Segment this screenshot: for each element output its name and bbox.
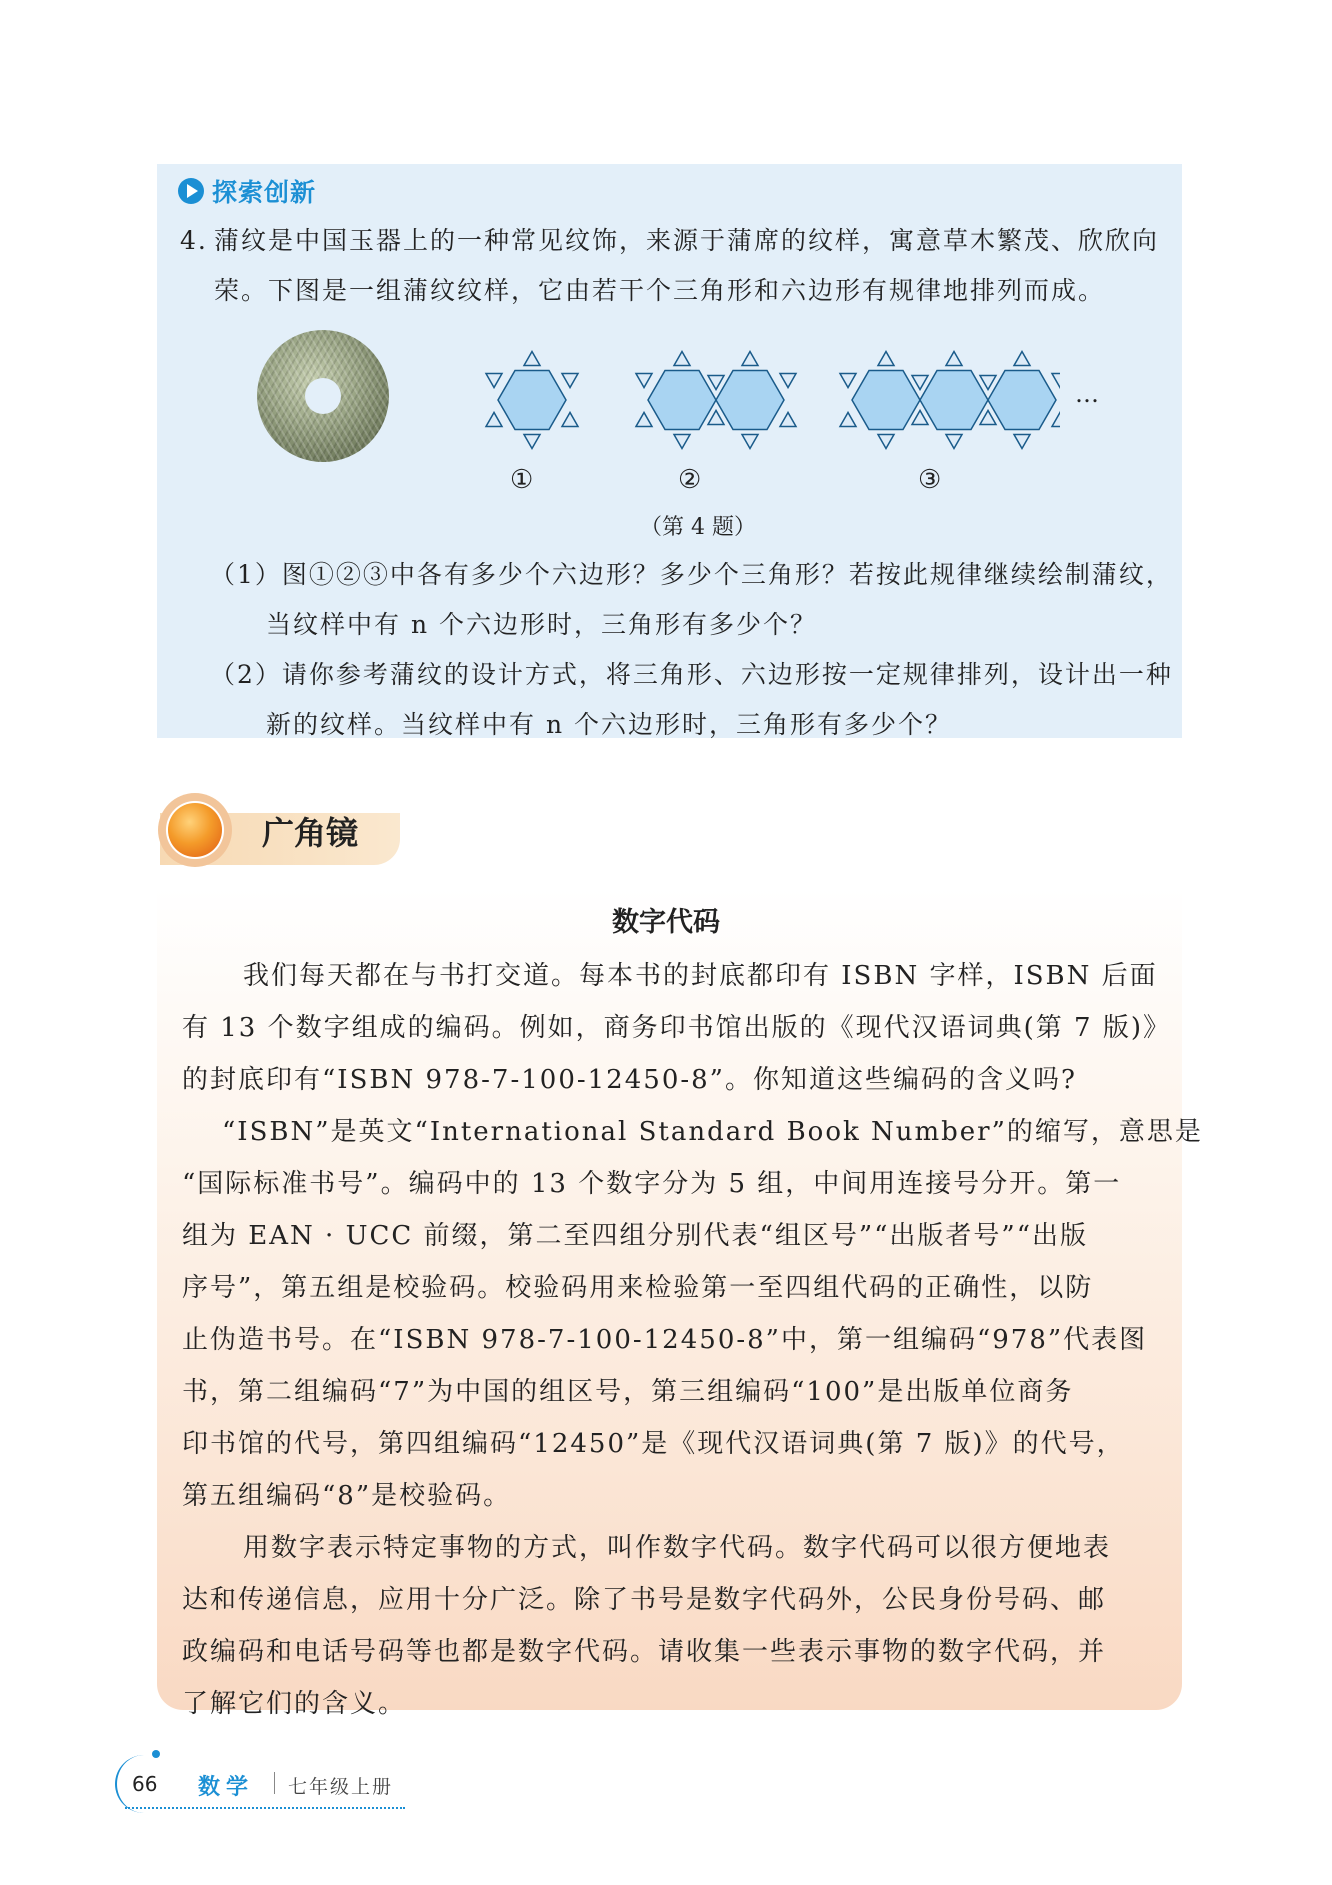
triangle bbox=[1052, 374, 1060, 388]
reading-line: 有 13 个数字组成的编码。例如，商务印书馆出版的《现代汉语词典(第 7 版)》 bbox=[182, 1013, 1171, 1043]
ellipsis: … bbox=[1075, 380, 1099, 408]
reading-line: “ISBN”是英文“International Standard Book Number”的缩写，意思是 bbox=[222, 1117, 1203, 1147]
triangle bbox=[674, 434, 690, 448]
reading-line: 止伪造书号。在“ISBN 978-7-100-12450-8”中，第一组编码“978”代表图 bbox=[182, 1325, 1148, 1355]
subquestion-2: （2）请你参考蒲纹的设计方式，将三角形、六边形按一定规律排列，设计出一种 bbox=[210, 660, 1173, 689]
grade-label: 七年级上册 bbox=[288, 1776, 394, 1798]
triangle bbox=[1014, 434, 1030, 448]
footer-separator bbox=[274, 1772, 275, 1794]
triangle bbox=[708, 410, 724, 424]
hexagon bbox=[498, 371, 566, 430]
reading-line: “国际标准书号”。编码中的 13 个数字分为 5 组，中间用连接号分开。第一 bbox=[182, 1169, 1122, 1199]
triangle bbox=[636, 412, 652, 426]
triangle bbox=[742, 352, 758, 366]
triangle bbox=[780, 412, 796, 426]
triangle bbox=[742, 434, 758, 448]
triangle bbox=[486, 374, 502, 388]
jade-disc-image bbox=[257, 330, 389, 462]
footer-rule bbox=[125, 1807, 405, 1809]
hexagon bbox=[988, 371, 1056, 430]
subquestion-1-cont: 当纹样中有 n 个六边形时，三角形有多少个？ bbox=[266, 610, 817, 639]
subquestion-1: （1）图①②③中各有多少个六边形？多少个三角形？若按此规律继续绘制蒲纹， bbox=[210, 560, 1173, 589]
triangle bbox=[562, 412, 578, 426]
triangle bbox=[980, 410, 996, 424]
hexagon bbox=[920, 371, 988, 430]
triangle bbox=[946, 352, 962, 366]
triangle bbox=[840, 412, 856, 426]
hexagon bbox=[852, 371, 920, 430]
exploration-title: 探索创新 bbox=[212, 178, 317, 207]
triangle bbox=[980, 376, 996, 390]
question-text-line: 荣。下图是一组蒲纹纹样，它由若干个三角形和六边形有规律地排列而成。 bbox=[214, 276, 1106, 305]
triangle bbox=[708, 376, 724, 390]
triangle bbox=[1052, 412, 1060, 426]
triangle bbox=[912, 376, 928, 390]
figure-label: ② bbox=[678, 465, 702, 495]
reading-line: 序号”，第五组是校验码。校验码用来检验第一至四组代码的正确性，以防 bbox=[182, 1273, 1094, 1303]
triangle bbox=[674, 352, 690, 366]
play-icon bbox=[178, 178, 204, 204]
hexagon bbox=[648, 371, 716, 430]
reading-line: 我们每天都在与书打交道。每本书的封底都印有 ISBN 字样，ISBN 后面 bbox=[243, 961, 1158, 991]
triangle bbox=[524, 434, 540, 448]
reading-line: 用数字表示特定事物的方式，叫作数字代码。数字代码可以很方便地表 bbox=[243, 1533, 1112, 1563]
reading-line: 了解它们的含义。 bbox=[182, 1689, 407, 1719]
triangle bbox=[562, 374, 578, 388]
reading-line: 第五组编码“8”是校验码。 bbox=[182, 1481, 512, 1511]
sun-icon bbox=[168, 803, 222, 857]
exploration-header bbox=[178, 176, 316, 206]
reading-line: 印书馆的代号，第四组编码“12450”是《现代汉语词典(第 7 版)》的代号， bbox=[182, 1429, 1125, 1459]
triangle bbox=[1014, 352, 1030, 366]
subject-name: 数学 bbox=[198, 1774, 255, 1800]
footer-dot bbox=[152, 1750, 160, 1758]
jade-disc-hole bbox=[305, 378, 341, 414]
reading-title: 数字代码 bbox=[612, 907, 720, 938]
triangle bbox=[912, 410, 928, 424]
section-heading: 广角镜 bbox=[262, 814, 359, 852]
subquestion-2-cont: 新的纹样。当纹样中有 n 个六边形时，三角形有多少个？ bbox=[266, 710, 952, 739]
reading-line: 书，第二组编码“7”为中国的组区号，第三组编码“100”是出版单位商务 bbox=[182, 1377, 1074, 1407]
reading-line: 政编码和电话号码等也都是数字代码。请收集一些表示事物的数字代码，并 bbox=[182, 1637, 1107, 1667]
triangle bbox=[946, 434, 962, 448]
figure-caption: （第 4 题） bbox=[640, 515, 756, 540]
triangle bbox=[878, 434, 894, 448]
reading-line: 组为 EAN · UCC 前缀，第二至四组分别代表“组区号”“出版者号”“出版 bbox=[182, 1221, 1088, 1251]
question-text-line: 蒲纹是中国玉器上的一种常见纹饰，来源于蒲席的纹样，寓意草木繁茂、欣欣向 bbox=[214, 226, 1160, 255]
hexagon bbox=[716, 371, 784, 430]
figure-label: ③ bbox=[918, 465, 942, 495]
reading-line: 的封底印有“ISBN 978-7-100-12450-8”。你知道这些编码的含义吗? bbox=[182, 1065, 1077, 1095]
figure-label: ① bbox=[510, 465, 534, 495]
triangle bbox=[780, 374, 796, 388]
question-number: 4. bbox=[180, 226, 208, 255]
reading-line: 达和传递信息，应用十分广泛。除了书号是数字代码外，公民身份号码、邮 bbox=[182, 1585, 1107, 1615]
triangle bbox=[524, 352, 540, 366]
triangle bbox=[486, 412, 502, 426]
pu-pattern-figure bbox=[460, 340, 1060, 460]
page-number: 66 bbox=[132, 1772, 158, 1796]
triangle bbox=[878, 352, 894, 366]
triangle bbox=[636, 374, 652, 388]
triangle bbox=[840, 374, 856, 388]
